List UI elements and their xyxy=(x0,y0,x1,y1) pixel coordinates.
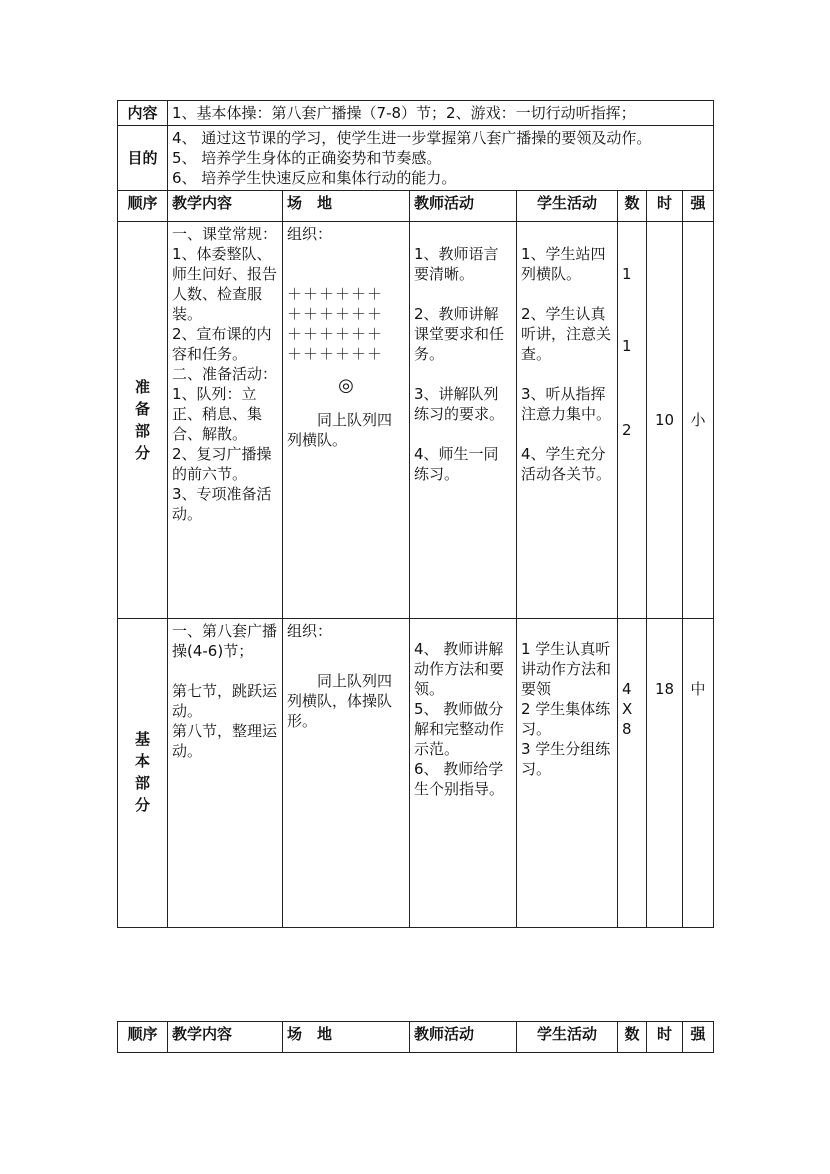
formation-row: ＋＋＋＋＋＋ xyxy=(287,285,384,303)
purpose-text xyxy=(168,126,714,191)
prep-venue-note: 同上队列四列横队。 xyxy=(287,411,393,449)
purpose-row xyxy=(118,126,714,191)
col-venue: 场 地 xyxy=(283,1022,410,1053)
basic-venue-note: 同上队列四列横队，体操队形。 xyxy=(287,672,393,730)
purpose-line: 4、 通过这节课的学习，使学生进一步掌握第八套广播操的要领及动作。 xyxy=(172,129,652,147)
prep-section-label: 准备部分 xyxy=(118,222,168,619)
col-count: 数 xyxy=(618,1022,647,1053)
column-header-row xyxy=(118,1022,714,1053)
formation-row: ＋＋＋＋＋＋ xyxy=(287,345,384,363)
basic-section-label: 基本部分 xyxy=(118,619,168,928)
col-student-activity: 学生活动 xyxy=(517,1022,618,1053)
content-text: 1、基本体操：第八套广播操（7-8）节；2、游戏：一切行动听指挥； xyxy=(168,101,714,126)
continuation-header-table xyxy=(117,1021,714,1053)
prep-venue-org: 组织： xyxy=(287,225,333,243)
teacher-position-icon: ◎ xyxy=(338,375,354,396)
basic-venue xyxy=(283,619,410,928)
col-time: 时 xyxy=(647,1022,683,1053)
content-row xyxy=(118,101,714,126)
prep-section-row xyxy=(118,222,714,619)
col-teaching-content: 教学内容 xyxy=(168,1022,283,1053)
basic-content: 一、第八套广播操(4-6)节； 第七节，跳跃运动。 第八节，整理运动。 xyxy=(168,619,283,928)
prep-teacher-activity: 1、教师语言要清晰。 2、教师讲解课堂要求和任务。 3、讲解队列练习的要求。 4、师生一同练习。 xyxy=(410,222,517,619)
col-order: 顺序 xyxy=(118,1022,168,1053)
col-time: 时 xyxy=(647,191,683,222)
col-student-activity: 学生活动 xyxy=(517,191,618,222)
formation-row: ＋＋＋＋＋＋ xyxy=(287,325,384,343)
col-venue: 场 地 xyxy=(283,191,410,222)
col-teaching-content: 教学内容 xyxy=(168,191,283,222)
basic-teacher-activity: 4、 教师讲解动作方法和要领。 5、 教师做分解和完整动作示范。 6、 教师给学生个别指导。 xyxy=(410,619,517,928)
purpose-line: 5、 培养学生身体的正确姿势和节奏感。 xyxy=(172,149,442,167)
basic-intensity: 中 xyxy=(683,619,714,928)
col-intensity: 强 xyxy=(683,1022,714,1053)
formation-row: ＋＋＋＋＋＋ xyxy=(287,305,384,323)
col-intensity: 强 xyxy=(683,191,714,222)
basic-count-cell xyxy=(618,619,647,928)
prep-count: 1 xyxy=(622,337,632,355)
basic-time: 18 xyxy=(647,619,683,928)
prep-student-activity: 1、学生站四列横队。 2、学生认真听讲，注意关查。 3、听从指挥注意力集中。 4、学生充分活动各关节。 xyxy=(517,222,618,619)
content-label: 内容 xyxy=(118,101,168,126)
basic-count: 4X8 xyxy=(622,680,633,738)
basic-student-activity: 1 学生认真听讲动作方法和要领 2 学生集体练习。 3 学生分组练习。 xyxy=(517,619,618,928)
prep-count: 1 xyxy=(622,265,632,283)
prep-venue xyxy=(283,222,410,619)
prep-count: 2 xyxy=(622,421,632,439)
basic-section-row xyxy=(118,619,714,928)
lesson-plan-table xyxy=(117,100,714,928)
prep-intensity: 小 xyxy=(683,222,714,619)
prep-time: 10 xyxy=(647,222,683,619)
formation-diagram xyxy=(287,284,405,364)
purpose-label: 目的 xyxy=(118,126,168,191)
column-header-row xyxy=(118,191,714,222)
prep-counts xyxy=(618,222,647,619)
col-count: 数 xyxy=(618,191,647,222)
col-teacher-activity: 教师活动 xyxy=(410,1022,517,1053)
basic-venue-org: 组织： xyxy=(287,622,333,640)
col-teacher-activity: 教师活动 xyxy=(410,191,517,222)
purpose-line: 6、 培养学生快速反应和集体行动的能力。 xyxy=(172,169,457,187)
prep-content: 一、课堂常规： 1、体委整队、师生问好、报告人数、检查服装。 2、宣布课的内容和任务。 二、准备活动： 1、队列：立正、稍息、集合、解散。 2、复习广播操的前六节。 3、专项准备活动。 xyxy=(168,222,283,619)
col-order: 顺序 xyxy=(118,191,168,222)
